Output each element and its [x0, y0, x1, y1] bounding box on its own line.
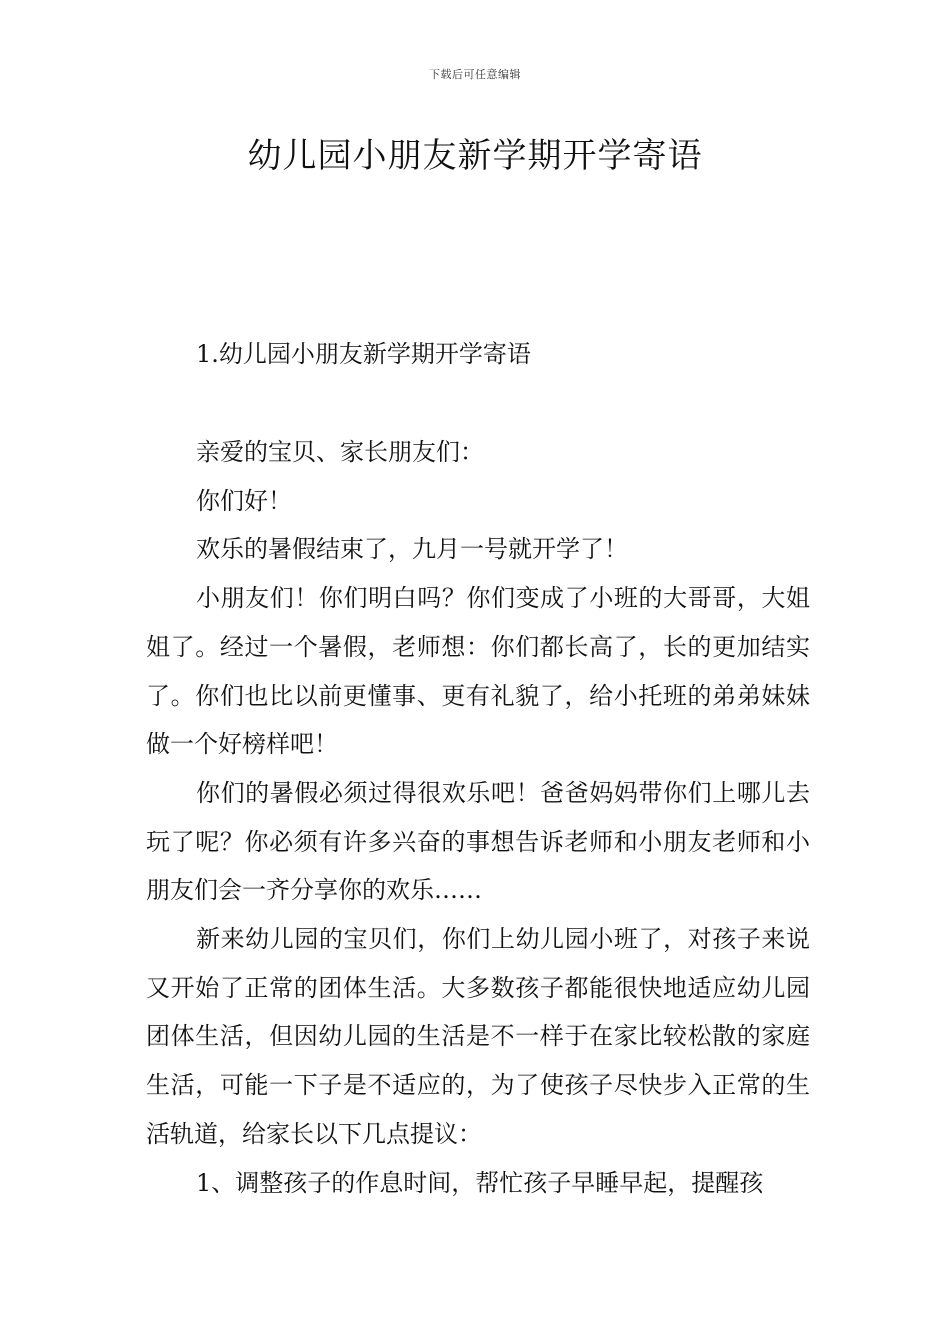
paragraph-summer-over: 欢乐的暑假结束了，九月一号就开学了！ [196, 535, 628, 564]
paragraph-summer-fun: 你们的暑假必须过得很欢乐吧！爸爸妈妈带你们上哪儿去玩了呢？你必须有许多兴奋的事想告诉老师和小朋友老师和小朋友们会一齐分享你的欢乐…… [146, 778, 810, 905]
section-heading: 1.幼儿园小朋友新学期开学寄语 [196, 340, 531, 368]
document-body [146, 428, 810, 1207]
paragraph-greeting: 亲爱的宝贝、家长朋友们： [196, 438, 484, 466]
paragraph-kids: 小朋友们！你们明白吗？你们变成了小班的大哥哥，大姐姐了。经过一个暑假，老师想：你们都长高了，长的更加结实了。你们也比以前更懂事、更有礼貌了，给小托班的弟弟妹妹做一个好榜样吧！ [146, 584, 810, 759]
paragraph-hello: 你们好！ [196, 486, 292, 515]
document-title: 幼儿园小朋友新学期开学寄语 [247, 136, 703, 176]
paragraph-suggestion-1: 1、调整孩子的作息时间，帮忙孩子早睡早起，提醒孩 [196, 1168, 764, 1197]
paragraph-new-kids: 新来幼儿园的宝贝们，你们上幼儿园小班了，对孩子来说又开始了正常的团体生活。大多数孩子都能很快地适应幼儿园团体生活，但因幼儿园的生活是不一样于在家比较松散的家庭生活，可能一下子是不适应的，为了使孩子尽快步入正常的生活轨道，给家长以下几点提议： [146, 925, 810, 1148]
header-note: 下载后可任意编辑 [429, 68, 521, 81]
